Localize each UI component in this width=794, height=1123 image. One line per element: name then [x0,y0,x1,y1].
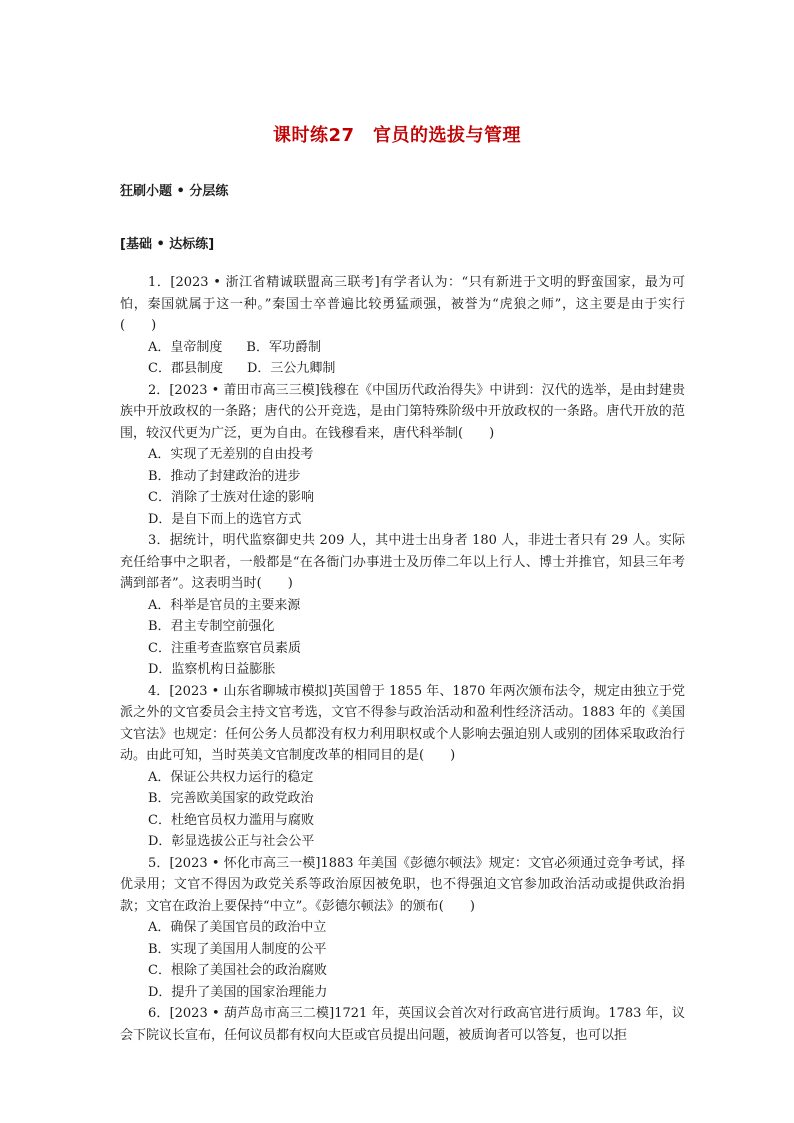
option-d: D．彰显选拔公正与社会公平 [148,834,315,849]
option-a: A．保证公共权力运行的稳定 [148,769,314,785]
option-a: A．实现了无差别的自由投考 [148,447,314,462]
option-c: C．消除了士族对仕途的影响 [148,490,314,505]
question-1 [120,272,685,380]
option-d: D．提升了美国的国家治理能力 [148,984,328,1000]
question-stem: 1．[2023 • 浙江省精诚联盟高三联考]有学者认为：“只有新进于文明的野蛮国家，最为可怕，秦国就属于这一种。”秦国士卒普遍比较勇猛顽强，被誉为“虎狼之师”，这主要是由于实行( ) [120,275,685,333]
question-stem: 2．[2023 • 莆田市高三三模]钱穆在《中国历代政治得失》中讲到：汉代的选举，是由封建贵族中开放政权的一条路；唐代的公开竞选，是由门第特殊阶级中开放政权的一条路。唐代开放的范围，较汉代更为广泛，更为自由。在钱穆看来，唐代科举制( ) [120,382,685,441]
option-b: B．推动了封建政治的进步 [148,468,301,484]
question-6 [120,1003,685,1046]
question-stem: 3．据统计，明代监察御史共 209 人，其中进士出身者 180 人，非进士者只有 29 人。实际充任给事中之职者，一般都是“在各衙门办事进士及历俸二年以上行人、博士并推官，知县三年考满到部者”。这表明当时( ) [120,533,685,591]
question-stem: 6．[2023 • 葫芦岛市高三二模]1721 年，英国议会首次对行政高官进行质询。1783 年，议会下院议长宣布，任何议员都有权向大臣或官员提出问题，被质询者可以答复，也可以拒 [120,1006,685,1043]
option-a: A．皇帝制度 [148,339,223,355]
option-b: B．完善欧美国家的政党政治 [148,791,314,806]
question-stem: 4．[2023 • 山东省聊城市模拟]英国曾于 1855 年、1870 年两次颁布法令，规定由独立于党派之外的文官委员会主持文官考选，文官不得参与政治活动和盈利性经济活动。1883 年的《美国文官法》也规定：任何公务人员都没有权力利用职权或个人影响去强迫别人或别的团体采取政治行动。由此可知，当时英美文官制度改革的相同目的是( ) [120,683,685,763]
option-d: D．三公九卿制 [246,361,336,376]
question-stem: 5．[2023 • 怀化市高三一模]1883 年美国《彭德尔顿法》规定：文官必须通过竞争考试，择优录用；文官不得因为政党关系等政治原因被免职，也不得强迫文官参加政治活动或提供政治捐款；文官在政治上要保持“中立”。《彭德尔顿法》的颁布( ) [120,855,685,914]
question-5 [120,853,685,1004]
option-c: C．杜绝官员权力滥用与腐败 [148,812,314,828]
option-b: B．实现了美国用人制度的公平 [148,941,327,957]
option-row [148,358,685,380]
option-row [148,337,685,359]
question-2 [120,380,685,531]
section-heading: [基础 • 达标练] [120,237,215,252]
option-c: C．注重考查监察官员素质 [148,640,301,656]
option-c: C．根除了美国社会的政治腐败 [148,963,327,978]
option-b: B．君主专制空前强化 [148,619,275,634]
question-list [120,272,685,1046]
page-title: 课时练27 官员的选拔与管理 [272,125,522,146]
option-d: D．是自下而上的选官方式 [148,511,302,527]
question-4 [120,681,685,853]
option-a: A．科举是官员的主要来源 [148,597,301,613]
question-3 [120,530,685,681]
option-c: C．郡县制度 [148,361,223,376]
option-b: B．军功爵制 [246,339,321,355]
option-d: D．监察机构日益膨胀 [148,662,276,677]
page-subtitle: 狂刷小题 • 分层练 [120,184,229,199]
option-a: A．确保了美国官员的政治中立 [148,920,327,935]
